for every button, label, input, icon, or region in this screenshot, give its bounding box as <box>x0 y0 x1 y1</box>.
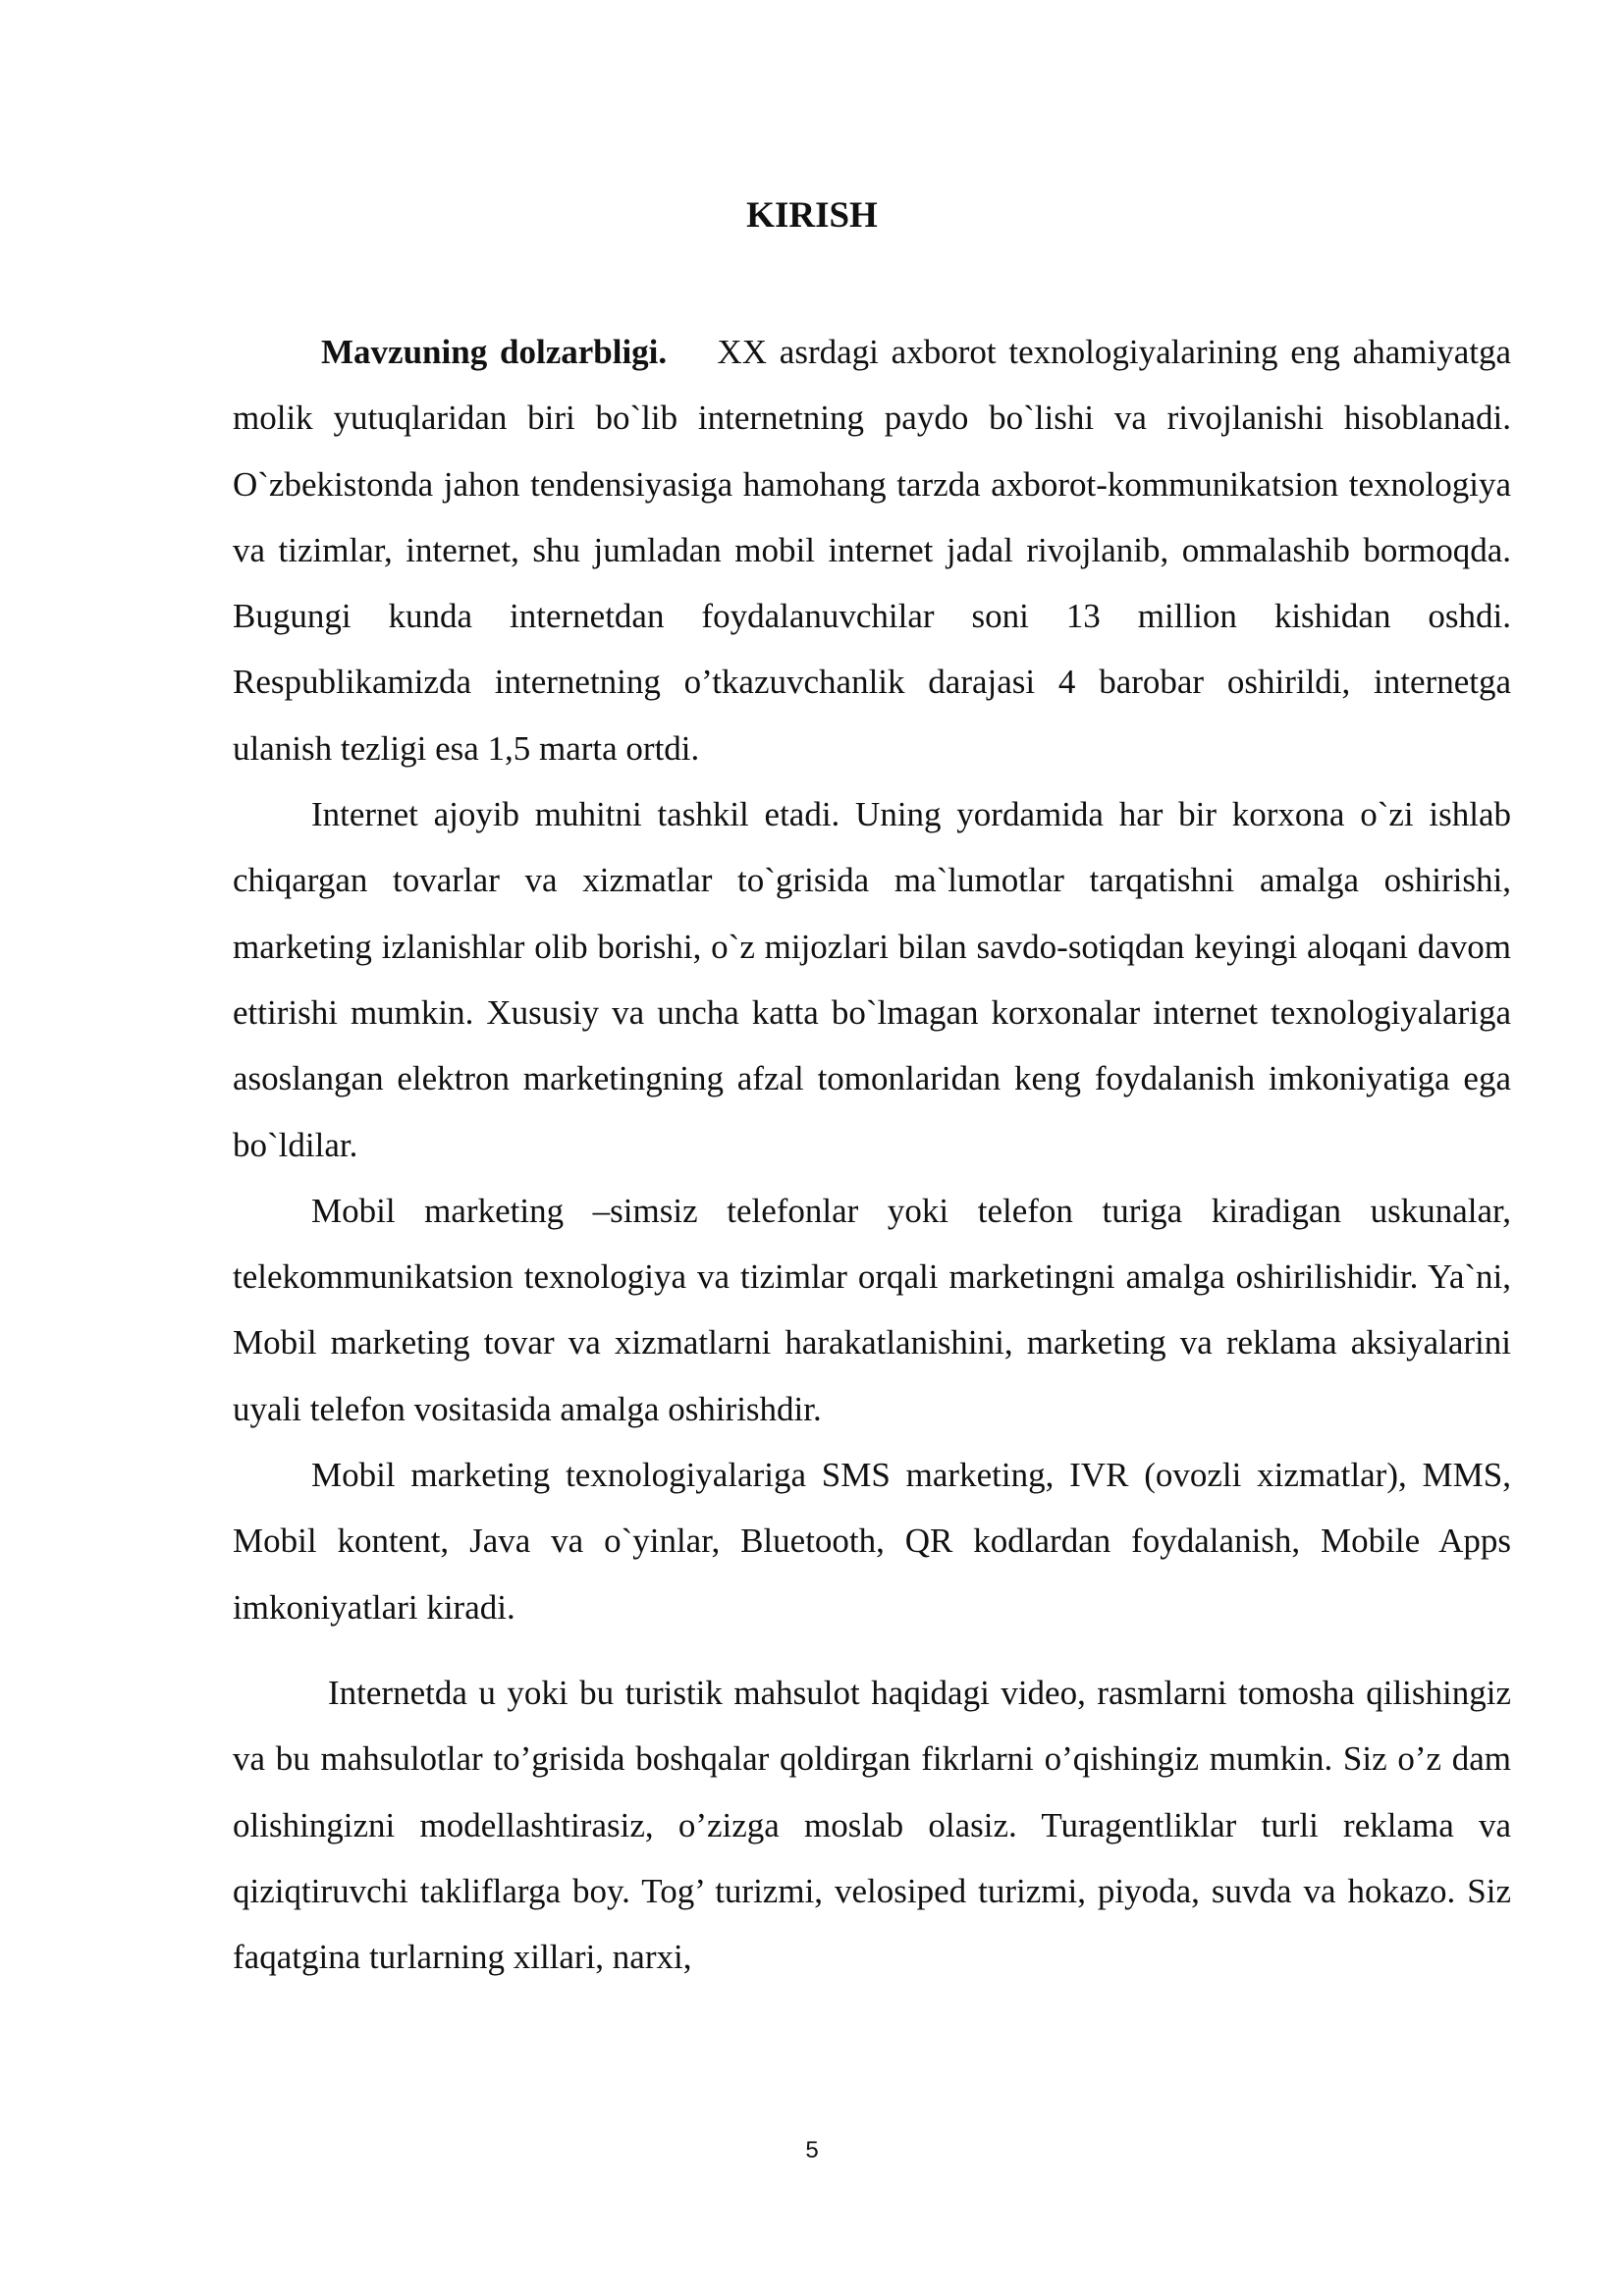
paragraph-text: XX asrdagi axborot texnologiyalarining eng ahamiyatga molik yutuqlaridan biri bo`lib internetning paydo bo`lishi va rivojlanishi hisoblanadi. O`zbekistonda jahon tendensiyasiga hamohang tarzda axborot-kommunikatsion texnologiya va tizimlar, internet, shu jumladan mobil internet jadal rivojlanib, ommalashib bormoqda. Bugungi kunda internetdan foydalanuvchilar soni 13 million kishidan oshdi. Respublikamizda internetning o’tkazuvchanlik darajasi 4 barobar oshirildi, internetga ulanish tezligi esa 1,5 marta ortdi. <box>233 333 1511 768</box>
paragraph-internet: Internet ajoyib muhitni tashkil etadi. Uning yordamida har bir korxona o`zi ishlab chiqargan tovarlar va xizmatlar to`grisida ma`lumotlar tarqatishni amalga oshirishi, marketing izlanishlar olib borishi, o`z mijozlari bilan savdo-sotiqdan keyingi aloqani davom ettirishi mumkin. Xususiy va uncha katta bo`lmagan korxonalar internet texnologiyalariga asoslangan elektron marketingning afzal tomonlaridan keng foydalanish imkoniyatiga ega bo`ldilar. <box>233 795 1511 1164</box>
paragraph-mobile-marketing-definition: Mobil marketing –simsiz telefonlar yoki telefon turiga kiradigan uskunalar, telekommunikatsion texnologiya va tizimlar orqali marketingni amalga oshirilishidir. Ya`ni, Mobil marketing tovar va xizmatlarni harakatlanishini, marketing va reklama aksiyalarini uyali telefon vositasida amalga oshirishdir. <box>233 1191 1511 1428</box>
body-text <box>233 319 1511 1990</box>
page-number: 5 <box>805 2137 819 2163</box>
paragraph-mobile-marketing-technologies: Mobil marketing texnologiyalariga SMS marketing, IVR (ovozli xizmatlar), MMS, Mobil kontent, Java va o`yinlar, Bluetooth, QR kodlardan foydalanish, Mobile Apps imkoniyatlari kiradi. <box>233 1456 1511 1627</box>
page-title: KIRISH <box>746 195 878 236</box>
paragraph-relevance <box>233 319 1511 781</box>
paragraph-lead-heading: Mavzuning dolzarbligi. <box>321 333 668 371</box>
paragraph-tourism: Internetda u yoki bu turistik mahsulot haqidagi video, rasmlarni tomosha qilishingiz va bu mahsulotlar to’grisida boshqalar qoldirgan fikrlarni o’qishingiz mumkin. Siz o’z dam olishingizni modellashtirasiz, o’zizga moslab olasiz. Turagentliklar turli reklama va qiziqtiruvchi takliflarga boy. Tog’ turizmi, velosiped turizmi, piyoda, suvda va hokazo. Siz faqatgina turlarning xillari, narxi, <box>233 1673 1511 1977</box>
